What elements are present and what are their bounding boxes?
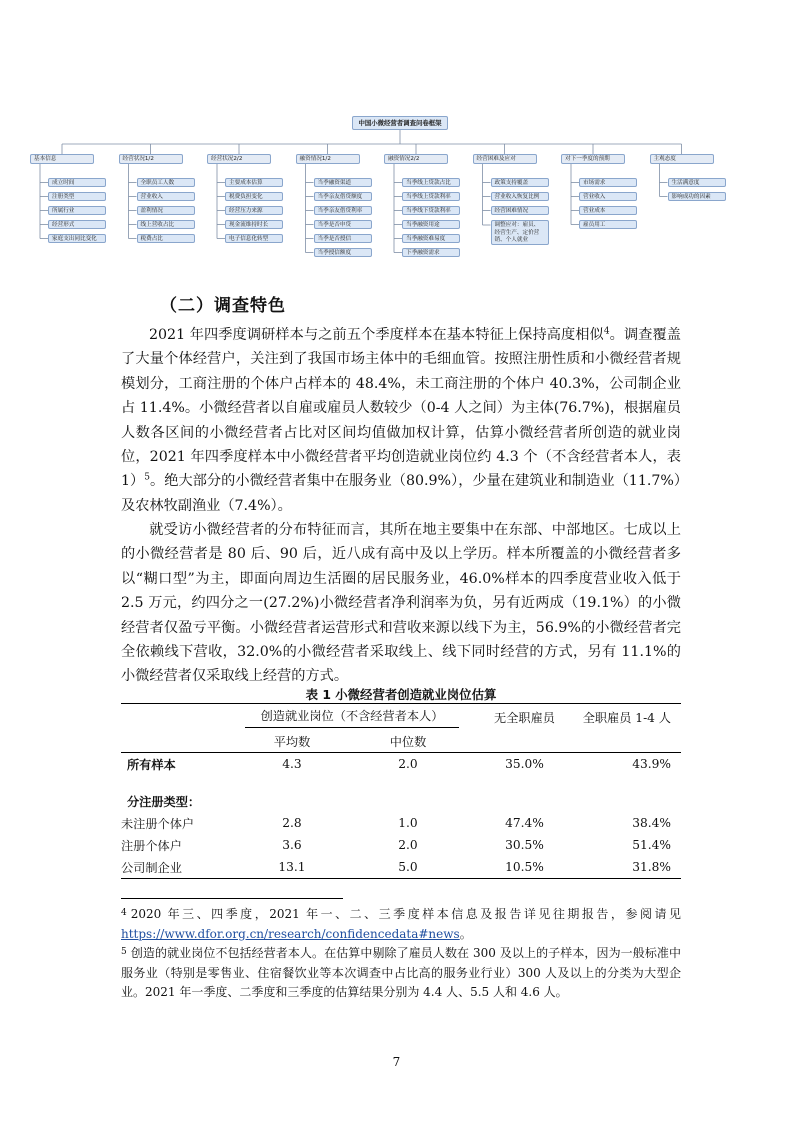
row-label: 所有样本 <box>127 757 176 772</box>
section-heading: （二）调查特色 <box>160 296 286 316</box>
diagram-category-node: 融资情况2/2 <box>384 154 448 164</box>
diagram-leaf-node: 盈利情况 <box>137 206 195 215</box>
footnote-4-text: 2020 年三、四季度，2021 年一、二、三季度样本信息及报告详见往期报告，参阅请见 <box>130 907 681 921</box>
table-row-all <box>121 753 681 776</box>
paragraph-sample-features <box>121 323 681 518</box>
header-staff-1-4: 全职雇员 1-4 人 <box>581 704 681 731</box>
cell: 2.0 <box>398 838 418 852</box>
cell: 2.8 <box>282 816 302 830</box>
group-label: 分注册类型： <box>127 794 201 809</box>
footnote-5-text: 创造的就业岗位不包括经营者本人。在估算中剔除了雇员人数在 300 及以上的子样本，因为一般标准中服务业（特别是零售业、住宿餐饮业等本次调查中占比高的服务业行业）300 人及以上的分类为大型企业。2021 年一季度、二季度和三季度的估算结果分别为 4.4 人、5.5 人和 4.6 人。 <box>121 946 681 1000</box>
diagram-leaf-node: 成立时间 <box>48 178 106 187</box>
questionnaire-framework-diagram <box>28 112 768 272</box>
cell: 2.0 <box>398 757 418 771</box>
cell: 13.1 <box>236 856 348 879</box>
diagram-leaf-node: 主要成本估算 <box>225 178 283 187</box>
cell: 35.0% <box>505 757 544 771</box>
diagram-category-node: 主观态度 <box>650 154 714 164</box>
p1-text-b: 。调查覆盖了大量个体经营户，关注到了我国市场主体中的毛细血管。按照注册性质和小微经营者规模划分，工商注册的个体户占样本的 48.4%，未工商注册的个体户 40.3%，公司制企业占 11.4%。小微经营者以自雇或雇员人数较少（0-4 人之间）为主体(76.7%)，根据雇员人数各区间的小微经营者占比对区间均值做加权计算，估算小微经营者所创造的就业岗位，2021 年四季度样本中小微经营者平均创造就业岗位约 4.3 个（不含经营者本人，表 1） <box>121 327 681 490</box>
table-row <box>121 812 681 834</box>
diagram-leaf-node: 当季是否授信 <box>314 234 372 243</box>
diagram-leaf-node: 电子信息化转型 <box>225 234 283 243</box>
diagram-root-node: 中国小微经营者调查问卷框架 <box>352 116 448 130</box>
diagram-category-node: 融资情况1/2 <box>296 154 360 164</box>
diagram-leaf-node: 雇员用工 <box>579 220 637 229</box>
header-mean: 平均数 <box>236 730 348 753</box>
footnote-ref-5: 5 <box>144 472 151 483</box>
footnote-5 <box>121 943 681 1003</box>
diagram-category-node: 对下一季度的预期 <box>561 154 625 164</box>
cell: 30.5% <box>505 838 544 852</box>
diagram-leaf-node: 当季线上贷款利率 <box>402 192 460 201</box>
diagram-leaf-node: 经营形式 <box>48 220 106 229</box>
cell: 47.4% <box>505 816 544 830</box>
cell: 51.4% <box>632 838 671 852</box>
diagram-category-node: 经营困难及应对 <box>473 154 537 164</box>
diagram-leaf-node: 调整应对：雇员、经营生产、定价营销、个人就业 <box>491 220 549 245</box>
diagram-leaf-node: 当季亲友借贷利率 <box>314 206 372 215</box>
cell: 38.4% <box>632 816 671 830</box>
cell: 10.5% <box>468 856 581 879</box>
diagram-leaf-node: 所属行业 <box>48 206 106 215</box>
diagram-leaf-node: 税费占比 <box>137 234 195 243</box>
table-group-row <box>121 790 681 812</box>
p2-text: 就受访小微经营者的分布特征而言，其所在地主要集中在东部、中部地区。七成以上的小微经营者是 80 后、90 后，近八成有高中及以上学历。样本所覆盖的小微经营者多以“糊口型”为主，即面向周边生活圈的居民服务业，46.0%样本的四季度营业收入低于 2.5 万元，约四分之一(27.2%)小微经营者净利润率为负，另有近两成（19.1%）的小微经营者仅盈亏平衡。小微经营者运营形式和营收来源以线下为主，56.9%的小微经营者完全依赖线下营收，32.0%的小微经营者采取线上、线下同时经营的方式，另有 11.1%的小微经营者仅采取线上经营的方式。 <box>121 522 681 685</box>
diagram-leaf-node: 营业收入 <box>137 192 195 201</box>
footnote-5-number: 5 <box>121 947 127 957</box>
table-header-row <box>121 704 681 731</box>
cell: 3.6 <box>282 838 302 852</box>
diagram-leaf-node: 生活满意度 <box>668 178 726 187</box>
diagram-leaf-node: 线上营收占比 <box>137 220 195 229</box>
diagram-leaf-node: 当季授信额度 <box>314 248 372 257</box>
table-subheader-row <box>121 730 681 753</box>
table-title: 表 1 小微经营者创造就业岗位估算 <box>305 687 497 702</box>
diagram-category-node: 经营状况2/2 <box>207 154 271 164</box>
p1-text-a: 2021 年四季度调研样本与之前五个季度样本在基本特征上保持高度相似 <box>149 327 604 343</box>
row-label: 注册个体户 <box>121 838 182 853</box>
diagram-leaf-node: 营业收入 <box>579 192 637 201</box>
header-no-staff: 无全职雇员 <box>468 704 581 731</box>
footnote-4-end: 。 <box>459 926 472 941</box>
diagram-leaf-node: 当季亲友借贷额度 <box>314 192 372 201</box>
diagram-leaf-node: 当季融资渠道 <box>314 178 372 187</box>
diagram-category-node: 经营状况1/2 <box>119 154 183 164</box>
diagram-leaf-node: 现金流维持时长 <box>225 220 283 229</box>
footnote-ref-4: 4 <box>603 326 610 337</box>
row-label: 未注册个体户 <box>121 816 195 831</box>
diagram-leaf-node: 影响成功的因素 <box>668 192 726 201</box>
row-label: 公司制企业 <box>121 856 236 879</box>
diagram-leaf-node: 市场需求 <box>579 178 637 187</box>
cell: 31.8% <box>581 856 681 879</box>
diagram-leaf-node: 当季融资用途 <box>402 220 460 229</box>
page-number: 7 <box>392 1055 401 1069</box>
diagram-category-node: 基本信息 <box>30 154 94 164</box>
paragraph-distribution <box>121 518 681 689</box>
table-row <box>121 856 681 879</box>
diagram-leaf-node: 经营困难情况 <box>491 206 549 215</box>
diagram-leaf-node: 当季是否申贷 <box>314 220 372 229</box>
footnote-4-number: 4 <box>121 908 127 918</box>
table-row <box>121 834 681 856</box>
footnote-4 <box>121 904 681 944</box>
diagram-leaf-node: 下季融资需求 <box>402 248 460 257</box>
cell: 43.9% <box>632 757 671 771</box>
diagram-leaf-node: 营业收入恢复比例 <box>491 192 549 201</box>
diagram-leaf-node: 当季线下贷款利率 <box>402 206 460 215</box>
footnote-4-link[interactable]: https://www.dfor.org.cn/research/confidencedata#news <box>121 926 460 941</box>
diagram-leaf-node: 营业成本 <box>579 206 637 215</box>
diagram-leaf-node: 家庭支出同比变化 <box>48 234 106 243</box>
diagram-leaf-node: 政策支持覆盖 <box>491 178 549 187</box>
diagram-leaf-node: 注册类型 <box>48 192 106 201</box>
diagram-leaf-node: 全职员工人数 <box>137 178 195 187</box>
header-job-creation: 创造就业岗位（不含经营者本人） <box>245 707 459 728</box>
diagram-leaf-node: 当季线上贷款占比 <box>402 178 460 187</box>
footnote-divider <box>121 898 343 899</box>
header-median: 中位数 <box>348 730 468 753</box>
cell: 4.3 <box>282 757 302 771</box>
cell: 1.0 <box>398 816 418 830</box>
diagram-leaf-node: 税费负担变化 <box>225 192 283 201</box>
cell: 5.0 <box>348 856 468 879</box>
diagram-leaf-node: 当季融资难易度 <box>402 234 460 243</box>
p1-text-c: 。绝大部分的小微经营者集中在服务业（80.9%），少量在建筑业和制造业（11.7%）及农林牧副渔业（7.4%）。 <box>121 473 681 514</box>
diagram-leaf-node: 经营压力来源 <box>225 206 283 215</box>
employment-estimate-table <box>121 703 681 879</box>
